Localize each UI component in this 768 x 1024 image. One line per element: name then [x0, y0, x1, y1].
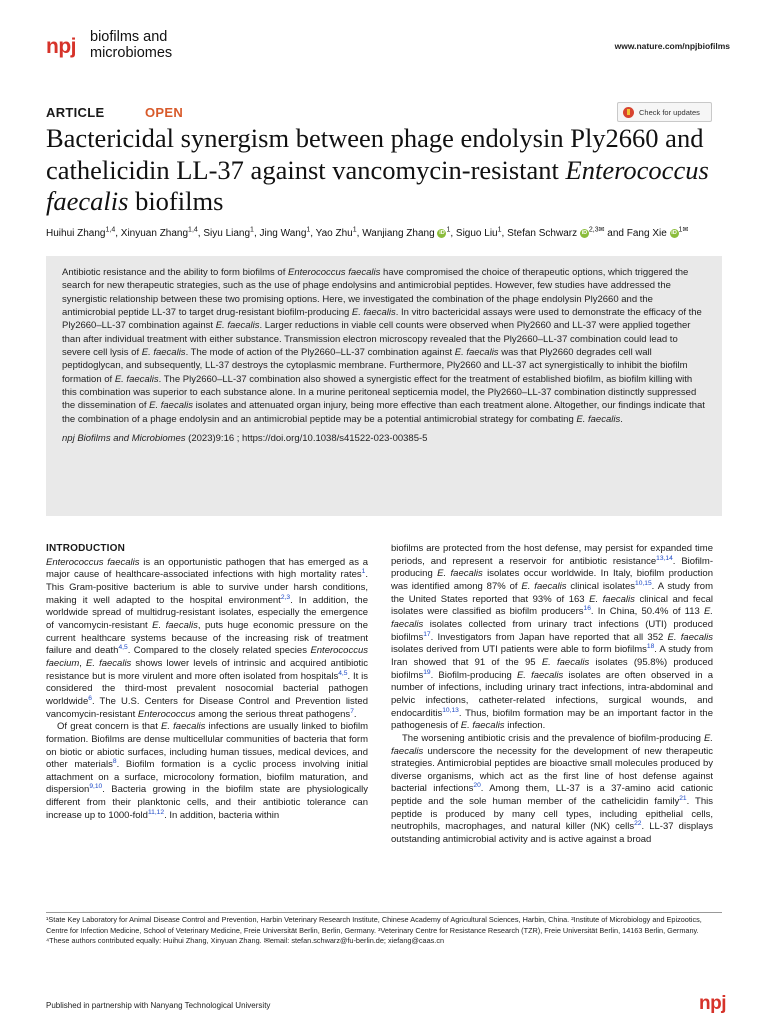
affiliation-ref[interactable]: 1	[306, 226, 311, 234]
intro-paragraph-1: Enterococcus faecalis is an opportunistic pathogen that has emerged as a major cause of healthcare-associated infections with high mortality rates$^1$. This Gram-positive bacterium is able to survive under harsh conditions, making it well adapted to the hospital environment$^{2,3}$. In addition, the worldwide spread of multidrug-resistant isolates, especially the emergence of vancomycin-resistant E. faecalis, puts huge economic pressure on the current healthcare systems because of the increasing risk of treatment failure and death$^{4,5}$. Compared to the closely related species Enterococcus faecium, E. faecalis shows lower levels of intrinsic and acquired antibiotic resistance but is more virulent and more often isolated from hospitals$^{4,5}$. It is considered the third-most prevalent nosocomial bacterial pathogen worldwide$^6$. The U.S. Centers for Disease Control and Prevention listed vancomycin-resistant Enterococcus among the serious threat pathogens$^7$.	[46, 556, 368, 720]
species-name: E. faecalis	[521, 580, 567, 592]
species-name: E. faecalis	[516, 669, 564, 681]
species-name: E. faecalis	[589, 593, 635, 605]
citation-doi[interactable]: (2023)9:16 ; https://doi.org/10.1038/s41522-023-00385-5	[185, 433, 428, 445]
title-species: Enterococcus faecalis	[46, 154, 709, 216]
species-name: Enterococcus faecalis	[46, 556, 140, 568]
author-name[interactable]: and Fang Xie	[604, 228, 670, 239]
article-title	[46, 123, 726, 218]
author-list	[46, 226, 726, 242]
author-name[interactable]: , Wanjiang Zhang	[356, 228, 438, 239]
orcid-icon[interactable]: iD	[439, 229, 445, 236]
affiliation-ref[interactable]: 1	[250, 226, 254, 234]
reference-link[interactable]: 20	[473, 782, 481, 790]
author-name[interactable]: , Jing Wang	[253, 228, 307, 239]
author-name[interactable]: Huihui Zhang	[46, 228, 106, 239]
reference-link[interactable]: 7	[350, 707, 354, 715]
journal-url[interactable]: www.nature.com/npjbiofilms	[614, 41, 730, 51]
reference-link[interactable]: 18	[646, 643, 655, 651]
reference-link[interactable]: 9,10	[89, 783, 103, 791]
reference-link[interactable]: 10,15	[635, 579, 652, 587]
orcid-icon[interactable]: iD	[581, 229, 588, 236]
check-updates-icon	[623, 107, 634, 118]
species-name: Enterococcus faecium	[46, 645, 368, 669]
affiliation-ref[interactable]: 1,4	[105, 226, 116, 234]
affiliation-ref[interactable]: 1,4	[188, 226, 198, 234]
journal-logo[interactable]	[46, 30, 172, 61]
author-name[interactable]: , Stefan Schwarz	[501, 228, 580, 239]
npj-logo: npj	[46, 35, 76, 58]
reference-link[interactable]: 22	[634, 820, 642, 828]
citation-journal: npj Biofilms and Microbiomes	[62, 433, 186, 445]
reference-link[interactable]: 10,13	[442, 706, 459, 714]
species-name: E. faecalis	[391, 732, 713, 757]
reference-link[interactable]: 4,5	[118, 644, 128, 652]
intro-paragraph-4: The worsening antibiotic crisis and the prevalence of biofilm-producing E. faecalis underscore the necessity for the development of new therapeutic strategies. Antimicrobial peptides are bioactive small molecules produced by diverse organisms, which act as the first line of host defense against bacterial infections$^{20}$. Among them, LL-37 is a 37-amino acid cationic peptide and the sole human member of the cathelicidin family$^{21}$. This peptide is produced by many cell types, including epithelial cells, neutrophils, macrophages, and natural killer (NK) cells$^{22}$. LL-37 displays outstanding antimicrobial activity and is active against a broad	[391, 732, 713, 846]
species-name: E. faecalis	[541, 656, 590, 668]
reference-link[interactable]: 4,5	[338, 669, 348, 677]
orcid-icon[interactable]: iD	[671, 229, 677, 236]
email-icon[interactable]: ✉	[598, 226, 605, 234]
check-updates-label: Check for updates	[639, 107, 700, 117]
article-type: ARTICLE	[46, 105, 105, 120]
reference-link[interactable]: 19	[423, 668, 431, 676]
abstract-box	[46, 256, 722, 516]
partnership-note: Published in partnership with Nanyang Technological University	[46, 1001, 271, 1010]
reference-link[interactable]: 16	[583, 605, 591, 613]
reference-link[interactable]: 13,14	[656, 554, 673, 562]
affiliation-ref[interactable]: 1	[678, 226, 683, 234]
journal-name-line1: biofilms and	[90, 29, 168, 45]
reference-link[interactable]: 17	[423, 630, 431, 638]
species-name: E. faecalis	[152, 619, 198, 631]
section-heading-introduction: INTRODUCTION	[46, 543, 126, 554]
species-name: E. faecalis	[161, 721, 206, 733]
abstract-text: Antibiotic resistance and the ability to form biofilms of Enterococcus faecalis have compromised the choice of therapeutic options, which triggered the search for new therapeutic strategies, such as the use of phage endolysins and antimicrobial peptides. However, few studies have addressed the synergistic relationship between these two promising options. Here, we investigated the combination of the phage endolysin Ply2660 and the antimicrobial peptide LL-37 to target drug-resistant biofilm-producing E. faecalis. In vitro bactericidal assays were used to demonstrate the efficacy of the Ply2660–LL-37 combination against E. faecalis. Larger reductions in viable cell counts were observed when Ply2660 and LL-37 were applied together than after individual treatment with either substance. Transmission electron microscopy revealed that the Ply2660–LL-37 combination could lead to severe cell lysis of E. faecalis. The mode of action of the Ply2660–LL-37 combination against E. faecalis was that Ply2660 degrades cell wall peptidoglycan, and subsequently, LL-37 destroys the cytoplasmic membrane. Furthermore, Ply2660 and LL-37 act synergistically to inhibit the biofilm formation of E. faecalis. The Ply2660–LL-37 combination also showed a synergistic effect for the treatment of established biofilm, as biofilm killing with this combination was superior to each substance alone. In a murine peritoneal septicemia model, the Ply2660–LL-37 combination distinctly suppressed the dissemination of E. faecalis isolates and attenuated organ injury, being more effective than each treatment alone. Altogether, our findings indicate that the combination of a phage endolysin and an antimicrobial peptide may be a potential antimicrobial strategy for combating E. faecalis.	[62, 267, 705, 425]
author-name[interactable]: , Yao Zhu	[310, 228, 353, 239]
title-text-end: biofilms	[128, 186, 224, 216]
body-column-right	[391, 543, 713, 847]
reference-link[interactable]: 1	[361, 568, 366, 576]
species-name: E. faecalis	[86, 657, 132, 669]
check-for-updates-button[interactable]	[617, 102, 712, 122]
title-text: Bactericidal synergism between phage endolysin Ply2660 and cathelicidin LL-37 against vancomycin-resistant	[46, 123, 704, 185]
species-name: E. faecalis	[391, 606, 713, 630]
reference-link[interactable]: 2,3	[280, 593, 291, 601]
affiliations-footnote: ¹State Key Laboratory for Animal Disease Control and Prevention, Harbin Veterinary Research Institute, Chinese Academy of Agricultural Sciences, Harbin, China. ²Institute of Microbiology and Epizootics, Centre for Infection Medicine, School of Veterinary Medicine, Freie Universität Berlin, Berlin, Germany. ³Veterinary Centre for Resistance Research (TZR), Freie Universität Berlin, 14163 Berlin, Germany. ⁴These authors contributed equally: Huihui Zhang, Xinyuan Zhang. ✉email: stefan.schwarz@fu-berlin.de; xiefang@caas.cn	[46, 915, 702, 945]
footnote-divider	[46, 912, 722, 913]
npj-footer-logo[interactable]: npj	[699, 993, 726, 1014]
reference-link[interactable]: 11,12	[147, 808, 165, 816]
reference-link[interactable]: 6	[88, 694, 92, 702]
affiliation-ref[interactable]: 1	[446, 226, 451, 234]
reference-link[interactable]: 21	[679, 794, 687, 802]
journal-name	[90, 30, 172, 61]
intro-paragraph-2: Of great concern is that E. faecalis infections are usually linked to biofilm formation. Biofilms are dense multicellular communities of bacteria that form on biotic or abiotic surfaces, including human tissues, medical devices, and other materials$^8$. Biofilm formation is a cyclic process involving initial attachment on a surface, microcolony formation, biofilm maturation, and dispersion$^{9,10}$. Bacteria growing in the biofilm state are physiologically different from their planktonic cells, and their antibiotic tolerance can increase up to 1000-fold$^{11,12}$. In addition, bacteria within	[46, 721, 368, 821]
journal-name-line2: microbiomes	[90, 44, 173, 61]
species-name: E. faecalis	[437, 568, 483, 580]
species-name: E. faecalis	[460, 720, 505, 732]
citation-line	[62, 433, 706, 444]
species-name: Enterococcus	[137, 708, 196, 720]
intro-paragraph-3: biofilms are protected from the host defense, may persist for expanded time periods, and represent a reservoir for antibiotic resistance$^{13,14}$. Biofilm-producing E. faecalis isolates occur worldwide. In Italy, biofilm production was identified among 87% of E. faecalis clinical isolates$^{10,15}$. A study from the United States reported that 93% of 163 E. faecalis clinical and fecal isolates were classified as biofilm producers$^{16}$. In China, 50.4% of 113 E. faecalis isolates collected from urinary tract infections (UTI) produced biofilms$^{17}$. Investigators from Japan have reported that all 352 E. faecalis isolates derived from UTI patients were able to form biofilms$^{18}$. A study from Iran showed that 91 of the 95 E. faecalis isolates (95.8%) produced biofilms$^{19}$. Biofilm-producing E. faecalis isolates are often observed in a number of infections, including urinary tract infections, intra-abdominal and pelvic infections, catheter-related infections, surgical wounds, and endocarditis$^{10,13}$. Thus, biofilm formation may be an important factor in the pathogenesis of E. faecalis infection.	[391, 543, 714, 732]
author-name[interactable]: , Xinyuan Zhang	[115, 228, 189, 239]
affiliation-ref[interactable]: 1	[352, 226, 357, 234]
reference-link[interactable]: 8	[112, 758, 117, 765]
email-icon[interactable]: ✉	[682, 226, 689, 234]
author-name[interactable]: , Siguo Liu	[450, 228, 498, 239]
author-name[interactable]: , Siyu Liang	[197, 228, 251, 239]
affiliation-ref[interactable]: 2,3	[588, 226, 599, 234]
affiliation-ref[interactable]: 1	[497, 226, 502, 234]
body-column-left	[46, 543, 368, 822]
open-access-label: OPEN	[145, 105, 184, 120]
species-name: E. faecalis	[667, 631, 713, 643]
